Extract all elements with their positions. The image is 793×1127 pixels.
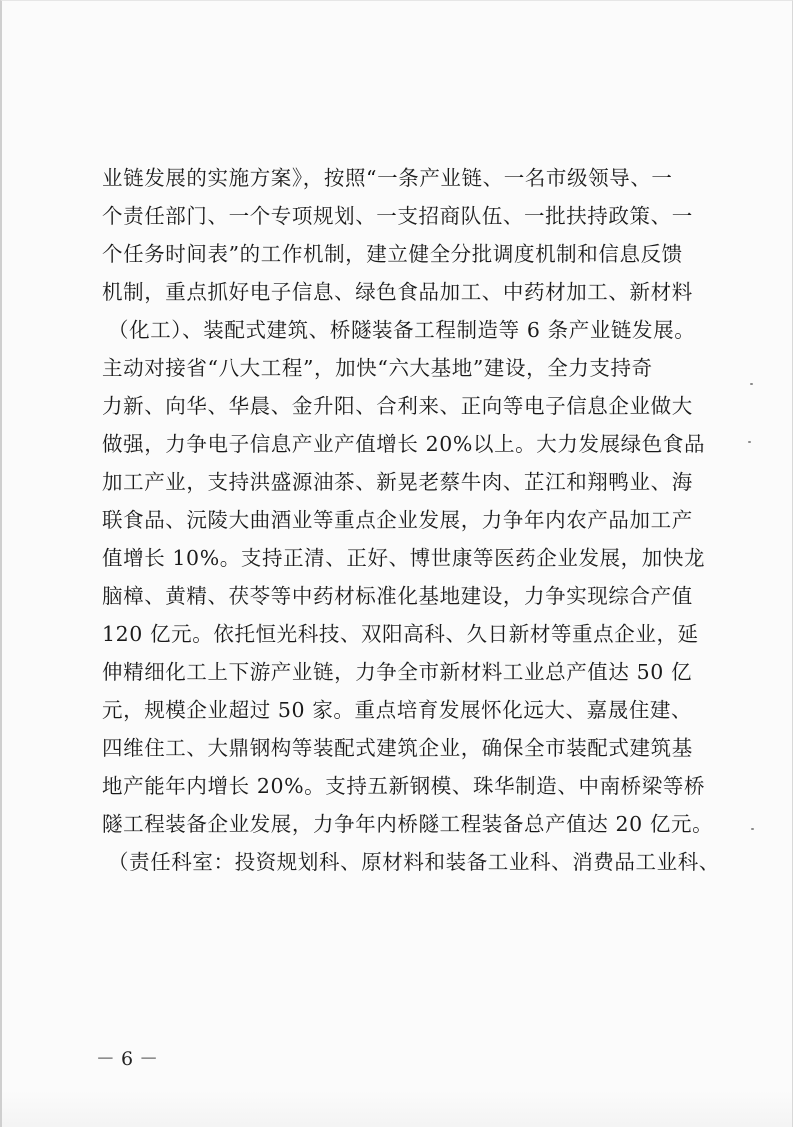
text-line: 元，规模企业超过 50 家。重点培育发展怀化远大、嘉晟住建、 bbox=[102, 698, 693, 722]
text-line: （化工）、装配式建筑、桥隧装备工程制造等 6 条产业链发展。 bbox=[108, 318, 696, 342]
text-line: 联食品、沅陵大曲酒业等重点企业发展，力争年内农产品加工产 bbox=[102, 508, 693, 532]
text-line: 个任务时间表”的工作机制，建立健全分批调度机制和信息反馈 bbox=[102, 242, 683, 266]
text-line: 力新、向华、华晨、金升阳、合利来、正向等电子信息企业做大 bbox=[102, 394, 693, 418]
text-line: （责任科室：投资规划科、原材料和装备工业科、消费品工业科、 bbox=[108, 850, 720, 874]
page-number: － 6 － bbox=[95, 1048, 159, 1070]
text-line: 120 亿元。依托恒光科技、双阳高科、久日新材等重点企业，延 bbox=[102, 622, 699, 646]
text-line: 业链发展的实施方案》，按照“一条产业链、一名市级领导、一 bbox=[102, 166, 673, 190]
text-line: 隧工程装备企业发展，力争年内桥隧工程装备总产值达 20 亿元。 bbox=[102, 812, 714, 836]
text-line: 四维住工、大鼎钢构等装配式建筑企业，确保全市装配式建筑基 bbox=[102, 736, 693, 760]
scan-speck bbox=[751, 828, 754, 830]
scan-edge-shading bbox=[2, 1091, 792, 1127]
text-line: 地产能年内增长 20%。支持五新钢模、珠华制造、中南桥梁等桥 bbox=[102, 774, 706, 798]
text-line: 主动对接省“八大工程”，加快“六大基地”建设，全力支持奇 bbox=[102, 356, 653, 380]
text-line: 做强，力争电子信息产业产值增长 20%以上。大力发展绿色食品 bbox=[102, 432, 706, 456]
text-line: 脑樟、黄精、茯苓等中药材标准化基地建设，力争实现综合产值 bbox=[102, 584, 693, 608]
text-line: 值增长 10%。支持正清、正好、博世康等医药企业发展，加快龙 bbox=[102, 546, 706, 570]
text-line: 个责任部门、一个专项规划、一支招商队伍、一批扶持政策、一 bbox=[102, 204, 693, 228]
scan-speck bbox=[748, 441, 751, 443]
text-line: 机制，重点抓好电子信息、绿色食品加工、中药材加工、新材料 bbox=[102, 280, 693, 304]
text-line: 加工产业，支持洪盛源油茶、新晃老蔡牛肉、芷江和翔鸭业、海 bbox=[102, 470, 693, 494]
text-line: 伸精细化工上下游产业链，力争全市新材料工业总产值达 50 亿 bbox=[102, 660, 693, 684]
scan-speck bbox=[750, 383, 753, 385]
body-text bbox=[102, 159, 720, 881]
